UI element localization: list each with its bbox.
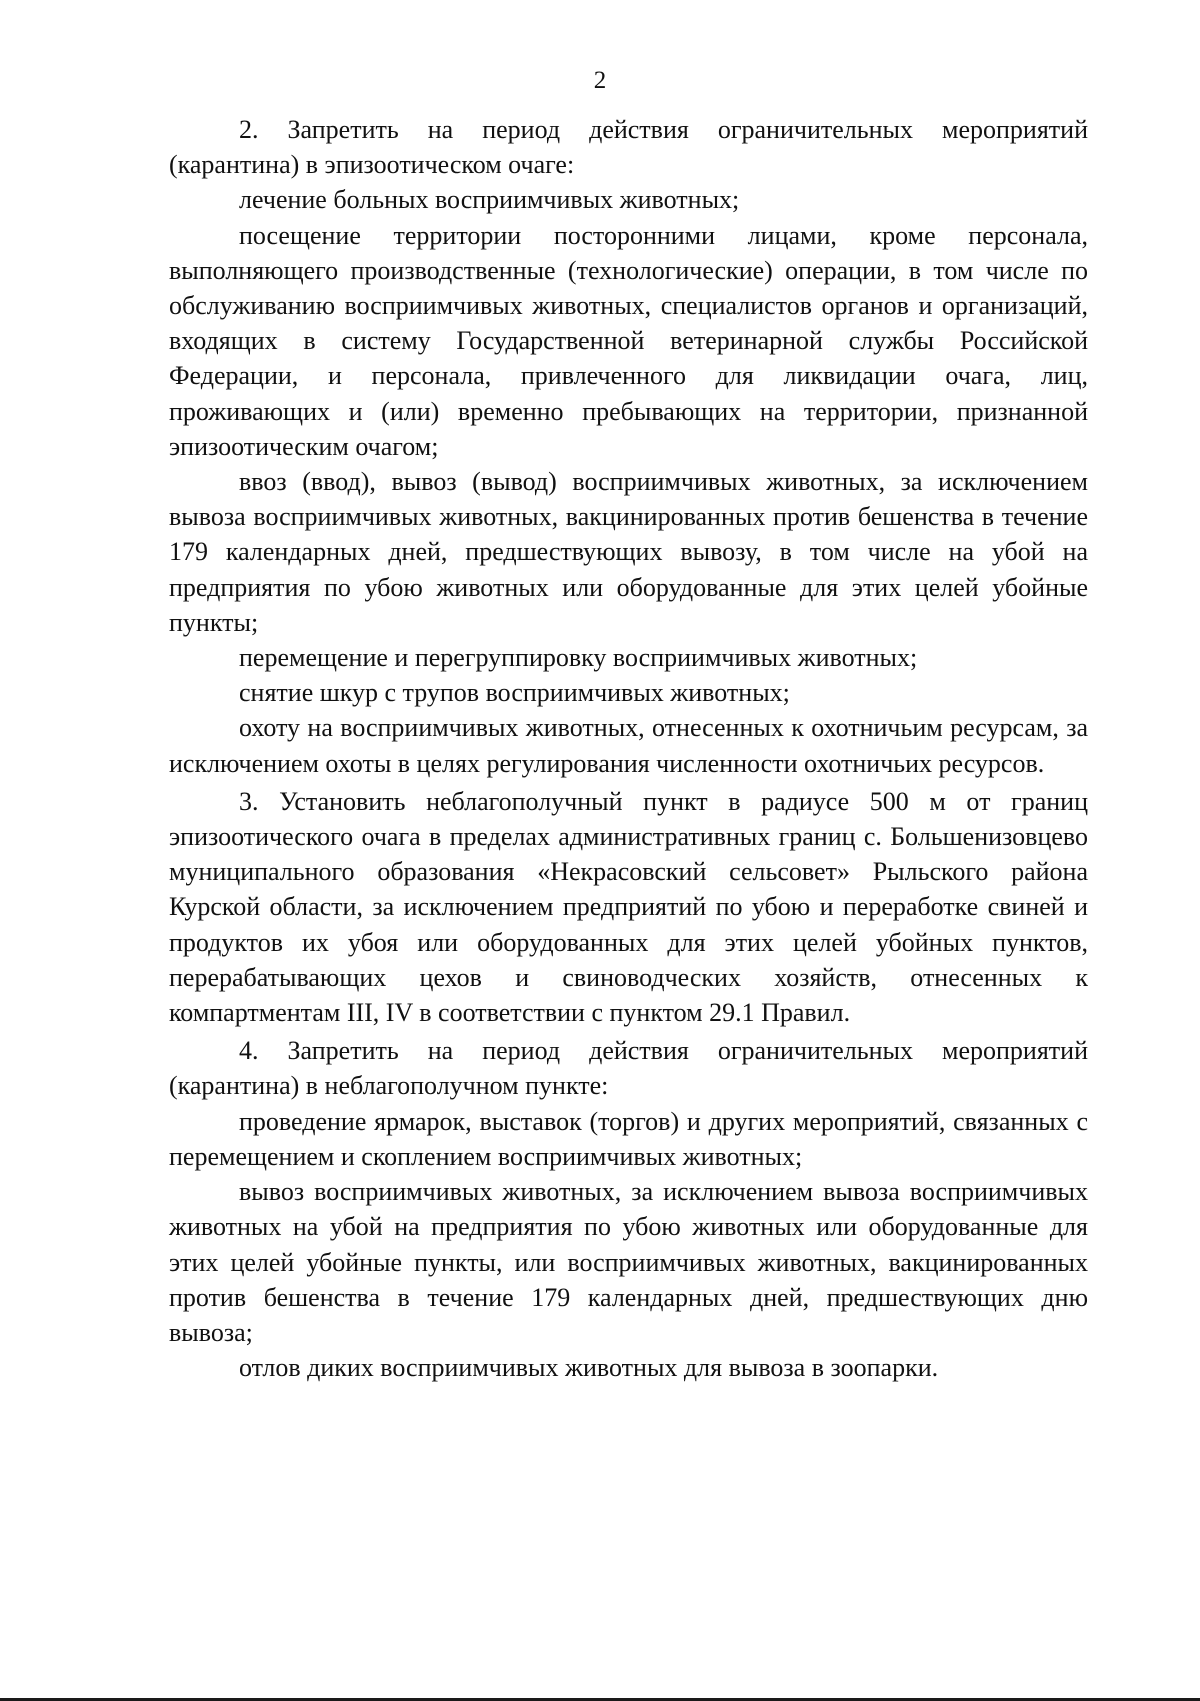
paragraph-hunting-ban: охоту на восприимчивых животных, отнесенных к охотничьим ресурсам, за исключением охоты в целях регулирования численности охотничьих ресурсов.: [169, 713, 1088, 778]
page-number: 2: [593, 67, 607, 94]
paragraph-export-ban: вывоз восприимчивых животных, за исключением вывоза восприимчивых животных на убой на предприятия по убою животных или оборудованные для этих целей убойные пункты, или восприимчивых животных, вакцинированных против бешенства в течение 179 календарных дней, предшествующих дню вывоза;: [169, 1177, 1088, 1347]
document-body: [169, 112, 1088, 1385]
paragraph-skinning-ban: снятие шкур с трупов восприимчивых животных;: [239, 678, 790, 708]
paragraph-import-export-ban: ввоз (ввод), вывоз (вывод) восприимчивых животных, за исключением вывоза восприимчивых животных, вакцинированных против бешенства в течение 179 календарных дней, предшествующих вывозу, в том числе на убой на предприятия по убою животных или оборудованные для этих целей убойные пункты;: [169, 467, 1088, 637]
paragraph-regrouping-ban: перемещение и перегруппировку восприимчивых животных;: [239, 643, 918, 673]
paragraph-item-3: 3. Установить неблагополучный пункт в радиусе 500 м от границ эпизоотического очага в пределах административных границ с. Большенизовцево муниципального образования «Некрасовский сельсовет» Рыльского района Курской области, за исключением предприятий по убою и переработке свиней и продуктов их убоя или оборудованных для этих целей убойных пунктов, перерабатывающих цехов и свиноводческих хозяйств, отнесенных к компартментам III, IV в соответствии с пунктом 29.1 Правил.: [169, 786, 1088, 1028]
paragraph-item-2: 2. Запретить на период действия ограничительных мероприятий (карантина) в эпизоотическом очаге:: [169, 115, 1088, 180]
paragraph-fairs-ban: проведение ярмарок, выставок (торгов) и других мероприятий, связанных с перемещением и скоплением восприимчивых животных;: [169, 1106, 1088, 1171]
paragraph-item-4: 4. Запретить на период действия ограничительных мероприятий (карантина) в неблагополучном пункте:: [169, 1036, 1088, 1101]
paragraph-capture-ban: отлов диких восприимчивых животных для вывоза в зоопарки.: [239, 1353, 939, 1383]
paragraph-visit-ban: посещение территории посторонними лицами, кроме персонала, выполняющего производственные (технологические) операции, в том числе по обслуживанию восприимчивых животных, специалистов органов и организаций, входящих в систему Государственной ветеринарной службы Российской Федерации, и персонала, привлеченного для ликвидации очага, лиц, проживающих и (или) временно пребывающих на территории, признанной эпизоотическим очагом;: [169, 220, 1088, 461]
paragraph-treatment-ban: лечение больных восприимчивых животных;: [239, 185, 740, 215]
